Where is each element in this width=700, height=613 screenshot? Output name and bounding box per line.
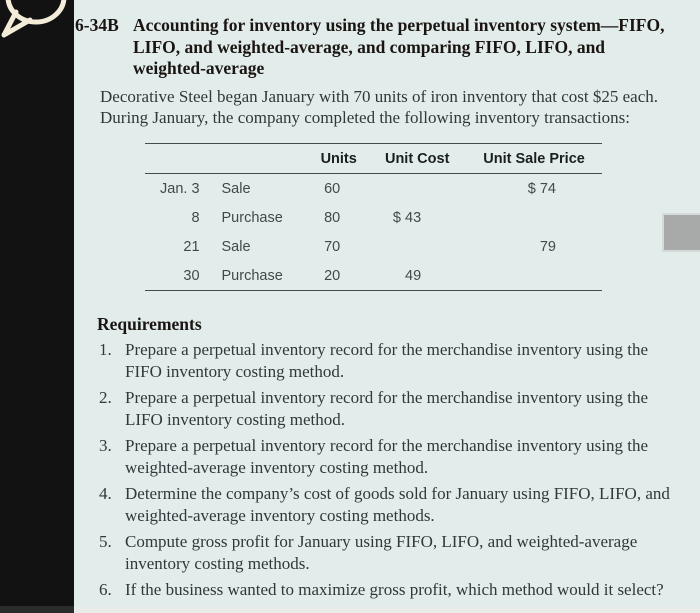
- text-line: Prepare a perpetual inventory record for the merchandise inventory using the: [125, 436, 649, 455]
- table-row: [145, 203, 602, 232]
- text-line: Prepare a perpetual inventory record for the merchandise inventory using the: [125, 388, 649, 407]
- column-header: [205, 144, 310, 174]
- requirement-number: 4.: [99, 484, 112, 503]
- page-bottom-edge: [74, 607, 700, 613]
- table-cell-unit_cost: [368, 232, 466, 261]
- text-line: Prepare a perpetual inventory record for the merchandise inventory using the: [125, 340, 649, 359]
- requirement-text: [125, 579, 679, 601]
- text-line: weighted-average inventory costing method.: [125, 457, 429, 477]
- table-cell-units: 70: [324, 238, 341, 255]
- table-cell-type: Purchase: [221, 209, 283, 226]
- text-line: During January, the company completed the following inventory transactions:: [100, 108, 631, 127]
- requirement-item: [99, 435, 679, 478]
- table-cell-unit_sale_price: [466, 261, 602, 291]
- column-header: Units: [309, 144, 368, 174]
- table-cell-units: 60: [324, 180, 341, 197]
- problem-intro: [100, 86, 658, 128]
- requirement-item: [99, 579, 679, 601]
- table-cell-type: Sale: [221, 180, 251, 197]
- table-cell-unit_cost: $ 43: [392, 209, 422, 226]
- requirement-text: [125, 531, 679, 574]
- text-line: Determine the company’s cost of goods sold for January using FIFO, LIFO, and: [125, 484, 670, 503]
- left-margin-bar: [0, 0, 74, 606]
- requirement-number: 2.: [99, 388, 112, 407]
- requirement-item: [99, 339, 679, 382]
- requirement-number: 1.: [99, 340, 112, 359]
- table-row: [145, 174, 602, 204]
- requirement-text: [125, 435, 679, 478]
- speech-bubble-icon: [0, 0, 72, 50]
- table-cell-units: 80: [324, 209, 341, 226]
- requirements-heading: Requirements: [97, 314, 202, 334]
- text-line: If the business wanted to maximize gross profit, which method would it select?: [125, 580, 664, 599]
- text-line: weighted-average: [133, 58, 265, 78]
- column-header: [145, 144, 205, 174]
- requirement-text: [125, 483, 679, 526]
- table-cell-unit_cost: [368, 174, 466, 204]
- table-cell-unit_sale_price: [466, 203, 602, 232]
- table-cell-units: 20: [309, 261, 368, 291]
- problem-number: 6-34B: [75, 15, 119, 35]
- table-cell-unit_sale_price: $ 74: [527, 180, 556, 197]
- text-line: Compute gross profit for January using FIFO, LIFO, and weighted-average: [125, 532, 638, 551]
- text-line: LIFO inventory costing method.: [125, 409, 346, 429]
- table-cell-date: 30: [145, 261, 205, 291]
- table-row: [145, 261, 602, 291]
- left-margin-bar-edge: [0, 606, 74, 613]
- text-line: weighted-average inventory costing methods.: [125, 505, 435, 525]
- requirement-number: 3.: [99, 436, 112, 455]
- right-edge-tab: [662, 213, 700, 252]
- table-cell-date: 8: [191, 209, 200, 226]
- column-header: Unit Sale Price: [466, 144, 602, 174]
- requirement-text: [125, 387, 679, 430]
- requirements-list: [99, 339, 679, 606]
- table-cell-type: Purchase: [205, 261, 310, 291]
- problem-title: [133, 15, 664, 80]
- requirement-text: [125, 339, 679, 382]
- transactions-table: [145, 143, 602, 291]
- text-line: FIFO inventory costing method.: [125, 361, 345, 381]
- requirement-item: [99, 531, 679, 574]
- table-cell-unit_sale_price: 79: [539, 238, 556, 255]
- table-cell-type: Sale: [221, 238, 251, 255]
- requirement-item: [99, 483, 679, 526]
- text-line: LIFO, and weighted-average, and comparing FIFO, LIFO, and: [133, 36, 606, 57]
- table-header-row: [145, 144, 602, 174]
- text-line: Decorative Steel began January with 70 units of iron inventory that cost $25 each.: [100, 87, 659, 106]
- text-line: inventory costing methods.: [125, 553, 310, 573]
- requirement-number: 5.: [99, 532, 112, 551]
- text-line: Accounting for inventory using the perpetual inventory system—FIFO,: [133, 15, 665, 35]
- requirement-number: 6.: [99, 580, 112, 599]
- table-row: [145, 232, 602, 261]
- column-header: Unit Cost: [368, 144, 466, 174]
- table-cell-unit_cost: 49: [368, 261, 466, 291]
- table-body: [145, 174, 602, 291]
- table-cell-date: 21: [183, 238, 200, 255]
- table-cell-date: Jan. 3: [160, 180, 200, 197]
- requirement-item: [99, 387, 679, 430]
